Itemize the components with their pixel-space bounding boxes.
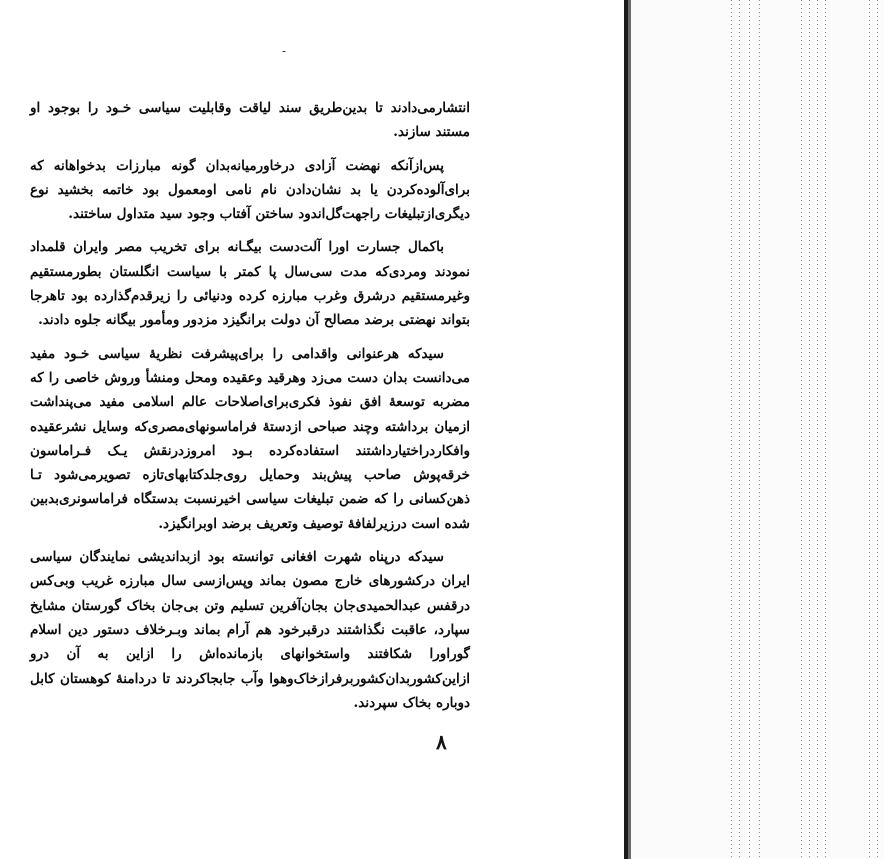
page-number: ۸ xyxy=(436,730,447,754)
top-mark: - xyxy=(282,44,287,58)
scan-noise-line xyxy=(739,0,740,859)
scan-noise-line xyxy=(817,0,818,859)
scan-noise-line xyxy=(731,0,732,859)
scan-noise-line xyxy=(801,0,802,859)
scan-noise-line xyxy=(877,0,878,859)
paragraph-3: باکمال جسارت اورا آلت‌دست بیگـانه برای تخریب مصر وایران قلمداد نمودند ومردی‌که مدت سی‌سال پا کمتر با سیاست انگلستان بطورمستقیم وغیرمستقیم درشرق وغرب مبارزه کرده ودنیائی را زیرقدم‌گذارده بود تاهرجا بتواند نهضتی برضد مصالح آن دولت برانگیزد مزدور ومأمور بیگانه جلوه دادند. xyxy=(30,239,470,329)
paragraph-1: انتشارمی‌دادند تا بدین‌طریق سند لیاقت وقابلیت سیاسی خـود را بوجود او مستند سازند. xyxy=(30,100,470,141)
scan-noise-line xyxy=(869,0,870,859)
scan-noise-line xyxy=(759,0,760,859)
paragraph-2: پس‌ازآنکه نهضت آزادی درخاورمیانه‌بدان گونه مبارزات بدخواهانه که برای‌آلوده‌کردن یا بد نشان‌دادن نام نامی اومعمول بود خاتمه بخشید نوع دیگری‌ازتبلیغات راجهت‌گل‌اندود ساختن آفتاب وجود سید متداول ساختند. xyxy=(30,157,470,223)
facing-page-edge xyxy=(631,0,884,859)
scan-noise-line xyxy=(809,0,810,859)
scan-noise-line xyxy=(825,0,826,859)
scan-noise-line xyxy=(749,0,750,859)
paragraph-5: سیدکه درپناه شهرت افغانی توانسته بود ازبداندیشی نمایندگان سیاسی ایران درکشورهای خارج مصون بماند وپس‌ازسی سال مبارزه غریب وبی‌کس درقفس عبدالحمیدی‌جان بجان‌آفرین تسلیم وتن بی‌جان بخاک گورستان مشایخ سپارد، عاقبت نگذاشتند درقبرخود هم آرام بماند وبـرخلاف دستور دین اسلام گوراورا شکافتند واستخوانهای بازمانده‌اش را ازاین به آن درو ازاین‌کشوربدان‌کشوربرفرازخاک‌وهوا وآب جابجاکردند تا دردامنهٔ کوهستان کابل دوباره بخاک سپردند. xyxy=(30,549,470,711)
body-text xyxy=(30,96,470,724)
paragraph-4: سیدکه هرعنوانی واقدامی را برای‌پیشرفت نظریهٔ سیاسی خـود مفید می‌دانست بدان دست می‌زد وهرقید وعقیده ومحل ومنشأ وروش خاصی را که مضربه توسعهٔ افق نفوذ فکری‌برای‌اصلاحات عالم اسلامی مفید می‌پنداشت ازمیان برداشته وچند صباحی ازدستهٔ فراماسونهای‌مصری‌که وسایل نشرعقیده وافکاردراختیارداشتند استفاده‌کرده بـود امروزدرنقش یـک فـراماسون خرقه‌پوش صاحب پیش‌بند وحمایل روی‌جلدکتابهای‌تازه تصویرمی‌شود تـا ذهن‌کسانی را که ضمن تبلیغات سیاسی اخیرنسبت بدستگاه فراماسونری‌بدبین شده است درزیرلفافهٔ توصیف وتعریف برضد اوبرانگیزد. xyxy=(30,345,470,532)
